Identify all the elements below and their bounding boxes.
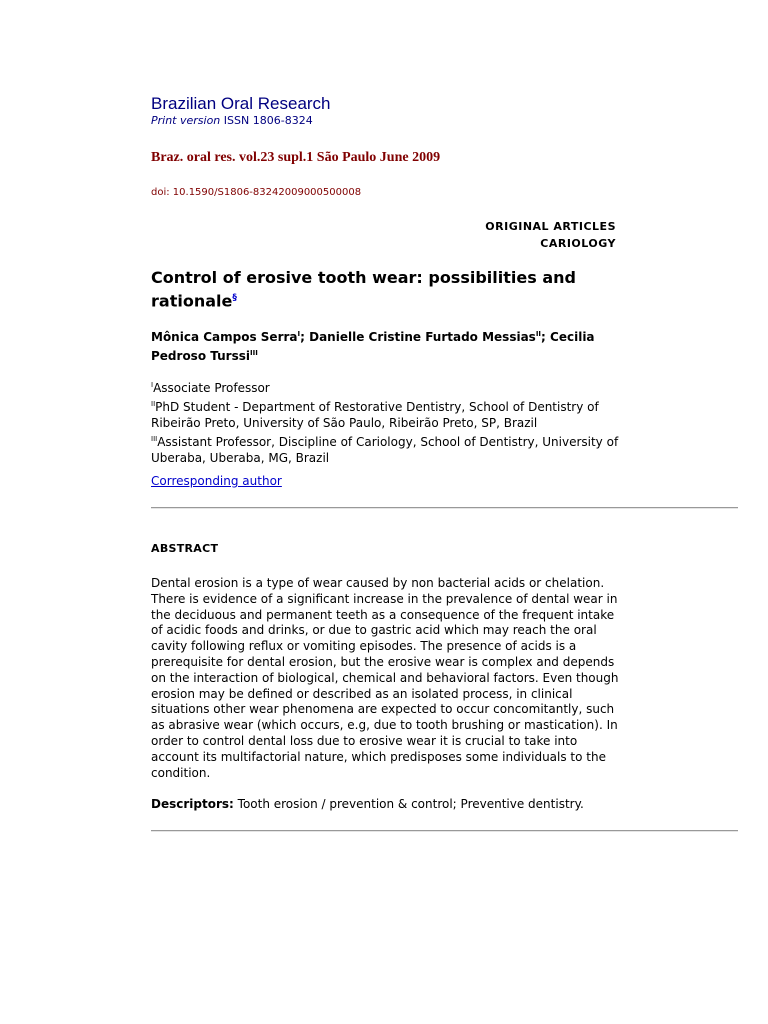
section-label-secondary: CARIOLOGY bbox=[540, 237, 616, 250]
section-label-primary: ORIGINAL ARTICLES bbox=[485, 220, 616, 233]
abstract-text: Dental erosion is a type of wear caused by non bacterial acids or chelation. There is evidence of a significant increase in the prevalence of dental wear in the deciduous and permanent teeth as a consequence of the frequent intake of acidic foods and drinks, or due to gastric acid which may reach the oral cavity following reflux or vomiting episodes. The presence of acids is a prerequisite for dental erosion, but the erosive wear is complex and depends on the interaction of biological, chemical and behavioral factors. Even though erosion may be defined or described as an isolated process, in clinical situations other wear phenomena are expected to occur concomitantly, such as abrasive wear (which occurs, e.g, due to tooth brushing or mastication). In order to control dental loss due to erosive wear it is crucial to take into account its multifactorial nature, which predisposes some individuals to the condition. bbox=[151, 576, 619, 780]
affiliation-item: $^{II}$PhD Student - Department of Restorative Dentistry, School of Dentistry of Ribeirão Preto, University of São Paulo, Ribeirão Preto, SP, Brazil bbox=[151, 400, 599, 430]
section-label bbox=[485, 218, 616, 252]
print-version-label: Print version bbox=[151, 114, 221, 127]
author-name: Danielle Cristine Furtado Messias bbox=[309, 330, 536, 344]
author-name: Mônica Campos Serra bbox=[151, 330, 298, 344]
affiliation-item: $^{III}$Assistant Professor, Discipline of Cariology, School of Dentistry, University of Uberaba, Uberaba, MG, Brazil bbox=[151, 435, 619, 465]
divider bbox=[151, 507, 738, 509]
affiliation-item: $^I$Associate Professor bbox=[151, 381, 270, 395]
author-list bbox=[151, 326, 626, 364]
doi: doi: 10.1590/S1806-83242009000500008 bbox=[151, 187, 362, 198]
title-footnote-link[interactable]: § bbox=[232, 293, 237, 303]
corresponding-author-link[interactable]: Corresponding author bbox=[151, 474, 282, 488]
print-version-line bbox=[151, 114, 313, 127]
author-separator: ; bbox=[541, 330, 551, 344]
descriptors-label: Descriptors: bbox=[151, 797, 234, 811]
citation: Braz. oral res. vol.23 supl.1 São Paulo June 2009 bbox=[151, 150, 441, 165]
divider bbox=[151, 830, 738, 832]
article-title bbox=[151, 267, 621, 311]
issn: ISSN 1806-8324 bbox=[223, 114, 313, 127]
journal-title: Brazilian Oral Research bbox=[151, 94, 331, 113]
author-affiliation-mark: I bbox=[297, 330, 301, 338]
affiliation-list bbox=[151, 377, 631, 466]
descriptors bbox=[151, 797, 631, 811]
author-affiliation-mark: II bbox=[535, 330, 542, 338]
author-affiliation-mark: III bbox=[249, 349, 258, 357]
author-name: Cecilia Pedroso Turssi bbox=[151, 330, 595, 363]
article-title-text: Control of erosive tooth wear: possibilities and rationale bbox=[151, 268, 576, 311]
author-separator: ; bbox=[300, 330, 310, 344]
abstract-heading: ABSTRACT bbox=[151, 542, 219, 555]
descriptors-text: Tooth erosion / prevention & control; Preventive dentistry. bbox=[237, 797, 584, 811]
